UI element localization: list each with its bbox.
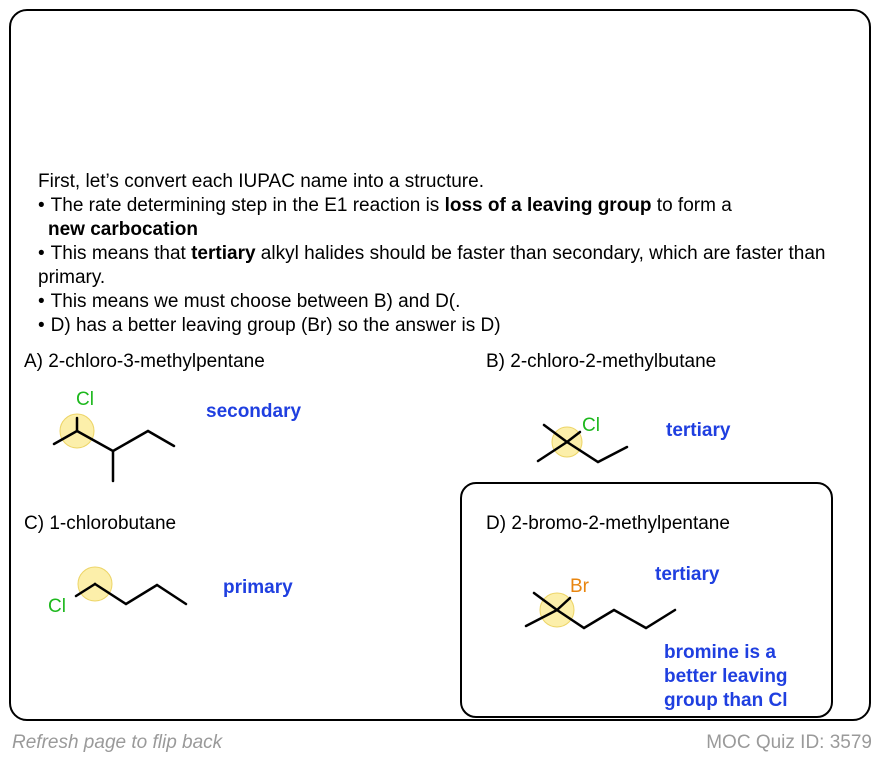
- option-a-structure: [40, 380, 190, 490]
- option-d-note-line-1: bromine is a: [664, 642, 776, 663]
- bromine-atom-label: Br: [570, 576, 589, 597]
- explanation-bullet-3: • This means we must choose between B) and D(.: [38, 290, 868, 314]
- bond: [557, 610, 675, 628]
- chlorine-atom-label: Cl: [76, 389, 94, 410]
- explanation-bullet-1: • The rate determining step in the E1 reaction is loss of a leaving group to form a: [38, 194, 868, 218]
- option-c-label: C) 1-chlorobutane: [24, 513, 177, 534]
- explanation-bullet-2: • This means that tertiary alkyl halides should be faster than secondary, which are faster than primary.: [38, 242, 868, 290]
- option-d-note-line-2: better leaving: [664, 666, 788, 687]
- option-d-tag: tertiary: [655, 564, 720, 585]
- option-b-tag: tertiary: [666, 420, 731, 441]
- bond: [113, 431, 174, 451]
- explanation-line-1: First, let’s convert each IUPAC name into a structure.: [38, 171, 484, 192]
- option-a-tag: secondary: [206, 401, 302, 422]
- option-a-label: A) 2-chloro-3-methylpentane: [24, 351, 265, 372]
- option-c-tag: primary: [223, 577, 293, 598]
- explanation-bullet-4: • D) has a better leaving group (Br) so the answer is D): [38, 314, 868, 338]
- option-b-label: B) 2-chloro-2-methylbutane: [486, 351, 717, 372]
- option-d-note-line-3: group than Cl: [664, 690, 788, 711]
- option-c-structure: [40, 560, 200, 620]
- option-d-note: [664, 641, 788, 713]
- explanation-bullet-1-cont: new carbocation: [48, 219, 198, 240]
- option-b-structure: [530, 405, 640, 475]
- quiz-id: MOC Quiz ID: 3579: [706, 732, 872, 753]
- explanation-text: [38, 170, 868, 338]
- chlorine-atom-label: Cl: [48, 596, 66, 617]
- option-d-label: D) 2-bromo-2-methylpentane: [486, 513, 730, 534]
- chlorine-atom-label: Cl: [582, 415, 600, 436]
- refresh-hint: Refresh page to flip back: [12, 732, 223, 753]
